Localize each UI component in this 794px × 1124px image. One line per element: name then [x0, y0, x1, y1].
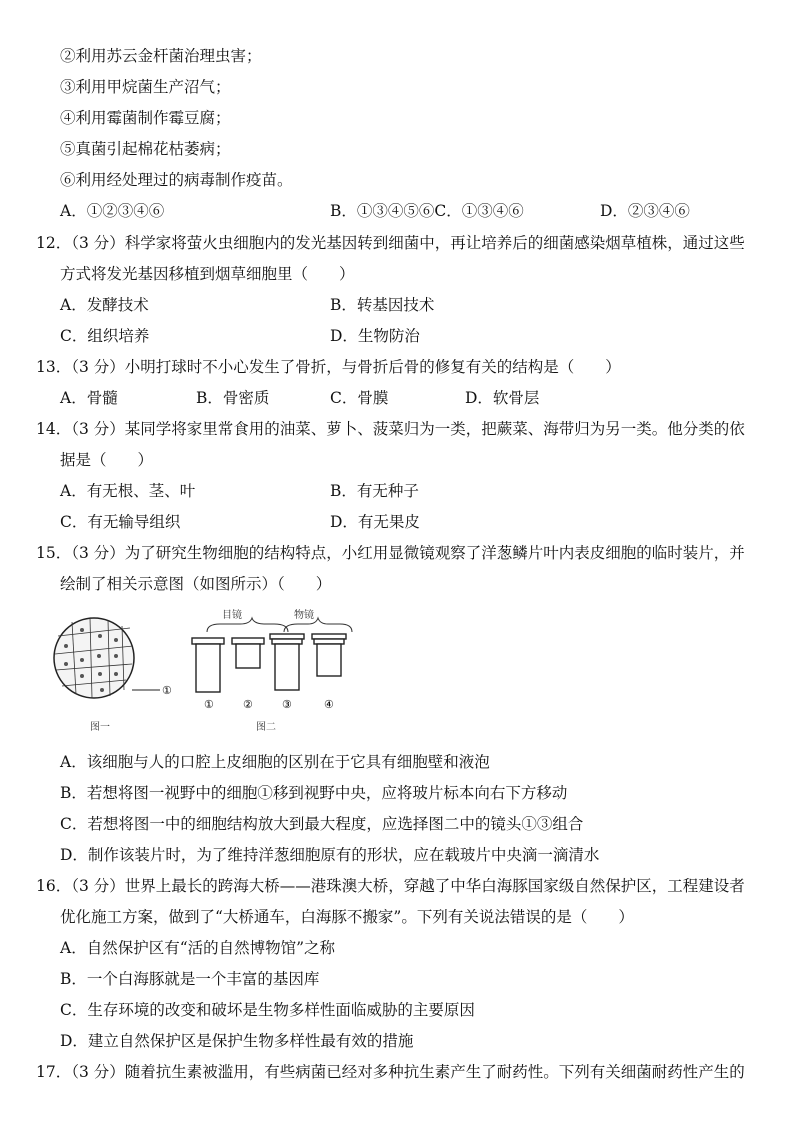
- q11-item-2: ②利用苏云金杆菌治理虫害；: [60, 47, 262, 65]
- q16-option-d[interactable]: D．建立自然保护区是保护生物多样性最有效的措施: [60, 1032, 414, 1050]
- q14-option-c[interactable]: C．有无输导组织: [60, 513, 181, 531]
- q11-option-d[interactable]: D．②③④⑥: [600, 202, 690, 220]
- field-of-view: [54, 618, 160, 698]
- microscope-figure: [52, 606, 372, 736]
- q13-option-b[interactable]: B．骨密质: [196, 389, 270, 407]
- q13-option-d[interactable]: D．软骨层: [465, 389, 540, 407]
- q15-option-c[interactable]: C．若想将图一中的细胞结构放大到最大程度，应选择图二中的镜头①③组合: [60, 815, 584, 833]
- q14-option-b[interactable]: B．有无种子: [330, 482, 419, 500]
- q14-option-a[interactable]: A．有无根、茎、叶: [60, 482, 196, 500]
- lens-3-objective-long: [270, 634, 304, 690]
- q12-stem-line2: 方式将发光基因移植到烟草细胞里（ ）: [60, 265, 355, 283]
- q12-option-c[interactable]: C．组织培养: [60, 327, 150, 345]
- q11-item-5: ⑤真菌引起棉花枯萎病；: [60, 140, 231, 158]
- eyepiece-bracket: [207, 618, 288, 632]
- lens-2-eyepiece-short: [232, 638, 264, 668]
- q11-item-4: ④利用霉菌制作霉豆腐；: [60, 109, 231, 127]
- q12-option-d[interactable]: D．生物防治: [330, 327, 420, 345]
- lens-label-1: ①: [204, 698, 214, 711]
- q16-stem-line1: 16．（3 分）世界上最长的跨海大桥——港珠澳大桥，穿越了中华白海豚国家级自然保护区，工程建设者: [36, 877, 745, 895]
- q15-option-a[interactable]: A．该细胞与人的口腔上皮细胞的区别在于它具有细胞壁和液泡: [60, 753, 490, 771]
- fig2-caption: 图二: [256, 722, 276, 733]
- lens-4-objective-short: [312, 634, 346, 676]
- objective-label: 物镜: [294, 610, 314, 621]
- q13-option-c[interactable]: C．骨膜: [330, 389, 389, 407]
- fig1-caption: 图一: [90, 722, 110, 733]
- lens-label-2: ②: [243, 698, 253, 711]
- q15-stem-line1: 15．（3 分）为了研究生物细胞的结构特点，小红用显微镜观察了洋葱鳞片叶内表皮细胞的临时装片，并: [36, 544, 745, 562]
- q14-option-d[interactable]: D．有无果皮: [330, 513, 420, 531]
- q11-item-3: ③利用甲烷菌生产沼气；: [60, 78, 231, 96]
- q15-option-b[interactable]: B．若想将图一视野中的细胞①移到视野中央，应将玻片标本向右下方移动: [60, 784, 568, 802]
- q16-option-a[interactable]: A．自然保护区有“活的自然博物馆”之称: [60, 939, 336, 957]
- q12-option-b[interactable]: B．转基因技术: [330, 296, 435, 314]
- q14-stem-line2: 据是（ ）: [60, 451, 154, 469]
- lens-1-eyepiece-long: [192, 638, 224, 692]
- q11-item-6: ⑥利用经处理过的病毒制作疫苗。: [60, 171, 293, 189]
- cell-label: ①: [162, 684, 172, 697]
- microscope-figure-svg: [52, 606, 372, 736]
- q12-stem-line1: 12．（3 分）科学家将萤火虫细胞内的发光基因转到细菌中，再让培养后的细菌感染烟草植株，通过这些: [36, 234, 745, 252]
- lens-label-4: ④: [324, 698, 334, 711]
- q11-option-bc[interactable]: B．①③④⑤⑥C．①③④⑥: [330, 202, 524, 220]
- q16-option-c[interactable]: C．生存环境的改变和破坏是生物多样性面临威胁的主要原因: [60, 1001, 475, 1019]
- q13-stem: 13．（3 分）小明打球时不小心发生了骨折，与骨折后骨的修复有关的结构是（ ）: [36, 358, 621, 376]
- q14-stem-line1: 14．（3 分）某同学将家里常食用的油菜、萝卜、菠菜归为一类，把蕨菜、海带归为另一类。他分类的依: [36, 420, 745, 438]
- q16-stem-line2: 优化施工方案，做到了“大桥通车，白海豚不搬家”。下列有关说法错误的是（ ）: [60, 908, 634, 926]
- q15-option-d[interactable]: D．制作该装片时，为了维持洋葱细胞原有的形状，应在载玻片中央滴一滴清水: [60, 846, 600, 864]
- q13-option-a[interactable]: A．骨髓: [60, 389, 118, 407]
- q12-option-a[interactable]: A．发酵技术: [60, 296, 149, 314]
- q17-stem-line1: 17．（3 分）随着抗生素被滥用，有些病菌已经对多种抗生素产生了耐药性。下列有关细菌耐药性产生的: [36, 1063, 745, 1081]
- q16-option-b[interactable]: B．一个白海豚就是一个丰富的基因库: [60, 970, 320, 988]
- q15-stem-line2: 绘制了相关示意图（如图所示）（ ）: [60, 575, 332, 593]
- lens-label-3: ③: [282, 698, 292, 711]
- eyepiece-label: 目镜: [222, 610, 242, 621]
- q11-option-a[interactable]: A．①②③④⑥: [60, 202, 165, 220]
